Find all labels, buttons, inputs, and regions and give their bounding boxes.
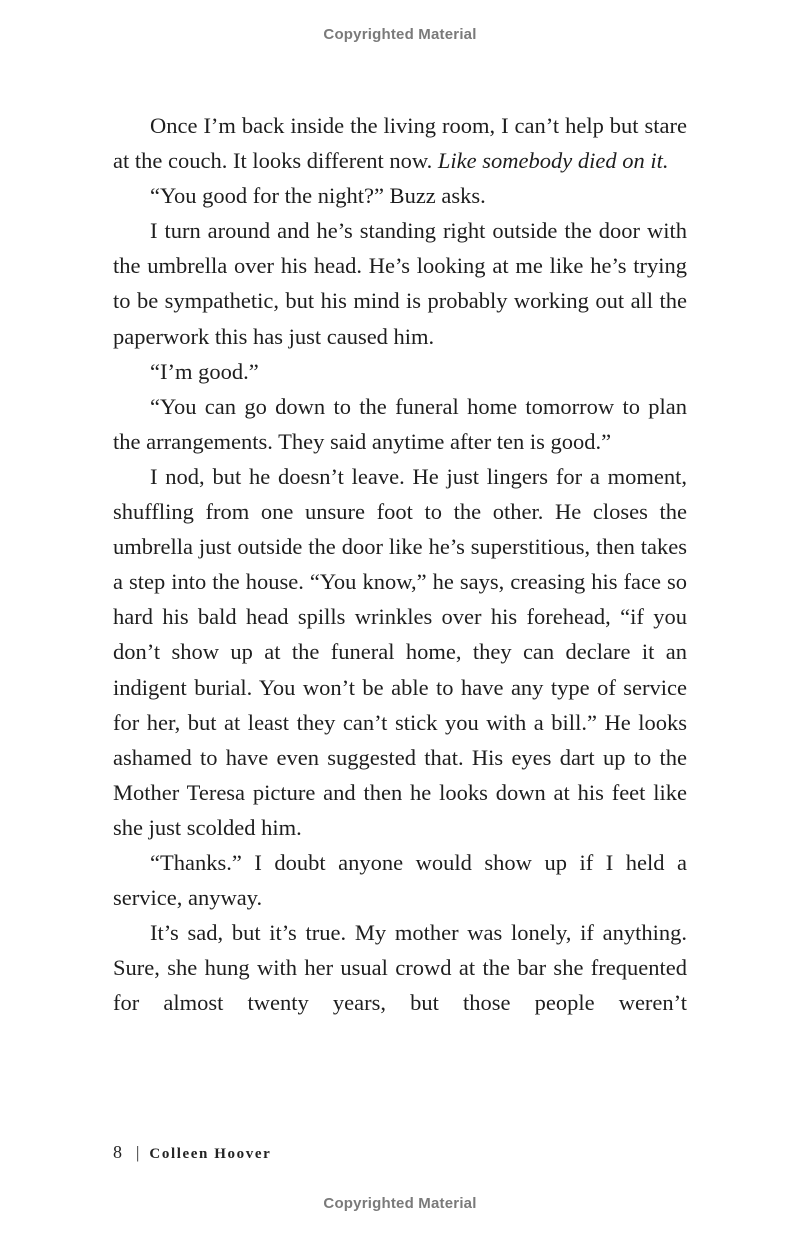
paragraph-text: It’s sad, but it’s true. My mother was lonely, if anything. Sure, she hung with her usual crowd at the bar she frequented for almost twenty years, but those people weren’t [113,920,687,1016]
paragraph-text: Once I’m back inside the living room, I can’t help but stare at the couch. It looks different now. [113,113,687,174]
page-number: 8 [113,1142,122,1162]
paragraph-text: “Thanks.” I doubt anyone would show up if I held a service, anyway. [113,849,687,911]
paragraph-text: I nod, but he doesn’t leave. He just lingers for a moment, shuffling from one unsure foot to the other. He closes the umbrella just outside the door like he’s superstitious, then takes a step into the house. “You know,” he says, creasing his face so hard his bald head spills wrinkles over his forehead, “if you don’t show up at the funeral home, they can declare it an indigent burial. You won’t be able to have any type of service for her, but at least they can’t stick you with a bill.” He looks ashamed to have even suggested that. His eyes dart up to the Mother Teresa picture and then he looks down at his feet like she just scolded him. [113,463,687,840]
watermark-top: Copyrighted Material [323,26,477,43]
paragraph [113,459,687,845]
italic-text: Like somebody died on it. [437,148,669,174]
paragraph-text: “You can go down to the funeral home tomorrow to plan the arrangements. They said anytime after ten is good.” [113,393,687,454]
paragraph [113,389,687,459]
footer-separator: | [136,1143,140,1162]
paragraph [113,213,687,353]
paragraph-text: “You good for the night?” Buzz asks. [150,183,486,209]
page-footer [113,1142,271,1163]
paragraph [113,845,687,915]
paragraph [113,354,687,389]
paragraph-text: I turn around and he’s standing right outside the door with the umbrella over his head. He’s looking at me like he’s trying to be sympathetic, but his mind is probably working out all the paperwork this has just caused him. [113,218,687,349]
footer-author: Colleen Hoover [149,1146,272,1162]
body-text [113,108,687,1020]
paragraph [113,108,687,178]
watermark-bottom: Copyrighted Material [323,1195,477,1212]
paragraph-text: “I’m good.” [150,358,259,384]
paragraph [113,915,687,1020]
paragraph [113,178,687,213]
